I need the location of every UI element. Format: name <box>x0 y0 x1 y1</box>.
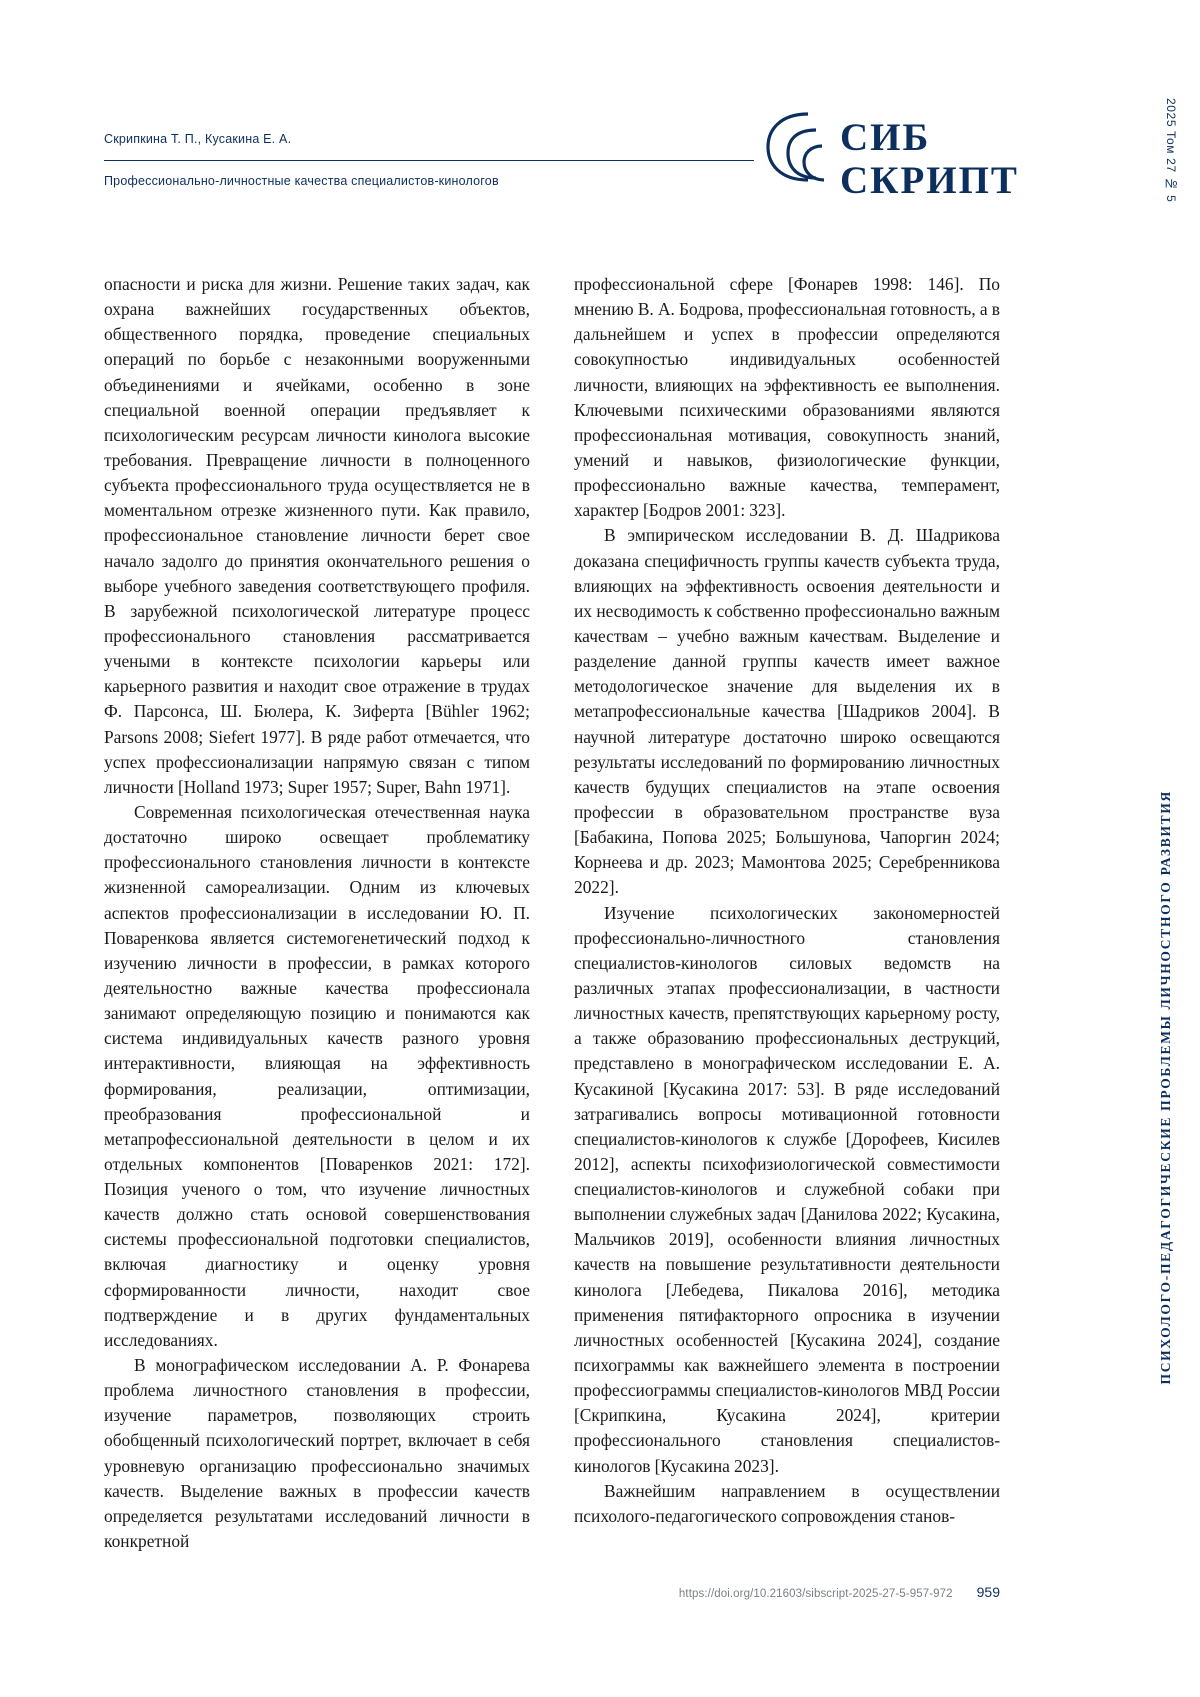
header-authors: Скрипкина Т. П., Кусакина Е. А. <box>104 132 292 146</box>
paragraph: Важнейшим направлением в осуществлении психолого-педагогического сопровождения станов- <box>574 1480 1000 1526</box>
page-footer <box>104 1584 1000 1600</box>
page-header <box>104 132 754 188</box>
body-columns <box>104 272 1000 1554</box>
paragraph: В эмпирическом исследовании В. Д. Шадрикова доказана специфичность группы качеств субъекта труда, влияющих на эффективность освоения деятельности и их несводимость к собственно профессионально важным качествам – учебно важным качествам. Выделение и разделение данной группы качеств имеет важное методологическое значение для выделения их в метапрофессиональные качества [Шадриков 2004]. В научной литературе достаточно широко освещаются результаты исследований по формированию личностных качеств будущих специалистов на этапе освоения профессии в образовательном пространстве вуза [Бабакина, Попова 2025; Большунова, Чапоргин 2024; Корнеева и др. 2023; Мамонтова 2025; Серебренникова 2022]. <box>574 525 1000 898</box>
doi-link[interactable]: https://doi.org/10.21603/sibscript-2025-27-5-957-972 <box>678 1588 953 1600</box>
paragraph: профессиональной сфере [Фонарев 1998: 146]. По мнению В. А. Бодрова, профессиональная готовность, а в дальнейшем и успех в профессии определяются совокупностью индивидуальных особенностей личности, влияющих на эффективность ее выполнения. Ключевыми психическими образованиями являются профессиональная мотивация, совокупность знаний, умений и навыков, физиологические функции, профессионально важные качества, темперамент, характер [Бодров 2001: 323]. <box>574 274 1000 521</box>
journal-logo <box>760 100 1019 210</box>
paragraph: В монографическом исследовании А. Р. Фонарева проблема личностного становления в профессии, изучение параметров, позволяющих строить обобщенный психологический портрет, включает в себя уровневую организацию профессионально значимых качеств. Выделение важных в профессии качеств определяется результатами исследований личности в конкретной <box>104 1355 530 1552</box>
svg-text:СКРИПТ: СКРИПТ <box>840 159 1019 202</box>
svg-text:СИБ: СИБ <box>840 116 931 159</box>
header-article-title: Профессионально-личностные качества специалистов-кинологов <box>104 174 499 188</box>
paragraph: опасности и риска для жизни. Решение таких задач, как охрана важнейших государственных объектов, общественного порядка, проведение специальных операций по борьбе с незаконными вооруженными объединениями и ячейками, особенно в зоне специальной военной операции предъявляет к психологическим ресурсам личности кинолога высокие требования. Превращение личности в полноценного субъекта профессионального труда осуществляется не в моментальном отрезке жизненного пути. Как правило, профессиональное становление личности берет свое начало задолго до принятия окончательного решения о выборе учебного заведения соответствующего профиля. В зарубежной психологической литературе процесс профессионального становления рассматривается учеными в контексте психологии карьеры или карьерного развития и находит свое отражение в трудах Ф. Парсонса, Ш. Бюлера, К. Зиферта [Bühler 1962; Parsons 2008; Siefert 1977]. В ряде работ отмечается, что успех профессионализации напрямую связан с типом личности [Holland 1973; Super 1957; Super, Bahn 1971]. <box>104 274 530 797</box>
right-column <box>574 272 1000 1554</box>
page-number: 959 <box>976 1584 1000 1600</box>
paragraph: Современная психологическая отечественная наука достаточно широко освещает проблематику профессионального становления личности в контексте жизненной самореализации. Одним из ключевых аспектов профессионализации в исследовании Ю. П. Поваренкова является системогенетический подход к изучению личности в профессии, в рамках которого деятельностно важные качества профессионала занимают определяющую позицию и понимаются как система индивидуальных качеств разного уровня интерактивности, влияющая на эффективность формирования, реализации, оптимизации, преобразования профессиональной и метапрофессиональной деятельности в целом и их отдельных компонентов [Поваренков 2021: 172]. Позиция ученого о том, что изучение личностных качеств должно стать основой совершенствования системы профессиональной подготовки специалистов, включая диагностику и оценку уровня сформированности личности, находит свое подтверждение и в других фундаментальных исследованиях. <box>104 801 530 1350</box>
paragraph: Изучение психологических закономерностей профессионально-личностного становления специалистов-кинологов силовых ведомств на различных этапах профессионализации, в частности личностных качеств, препятствующих карьерному росту, а также образованию профессиональных деструкций, представлено в монографическом исследовании Е. А. Кусакиной [Кусакина 2017: 53]. В ряде исследований затрагивались вопросы мотивационной готовности специалистов-кинологов к службе [Дорофеев, Кисилев 2012], аспекты психофизиологической совместимости специалистов-кинологов и служебной собаки при выполнении служебных задач [Данилова 2022; Кусакина, Мальчиков 2019], особенности влияния личностных качеств на повышение результативности деятельности кинолога [Лебедева, Пикалова 2016], методика применения пятифакторного опросника в изучении личностных особенностей [Кусакина 2024], создание психограммы как важнейшего элемента в построении профессиограммы специалистов-кинологов МВД России [Скрипкина, Кусакина 2024], критерии профессионального становления специалистов-кинологов [Кусакина 2023]. <box>574 902 1000 1476</box>
section-name-vertical: ПСИХОЛОГО-ПЕДАГОГИЧЕСКИЕ ПРОБЛЕМЫ ЛИЧНОСТНОГО РАЗВИТИЯ <box>1158 790 1173 1385</box>
issue-info: 2025 Том 27 № 5 <box>1164 98 1178 203</box>
left-column <box>104 272 530 1554</box>
